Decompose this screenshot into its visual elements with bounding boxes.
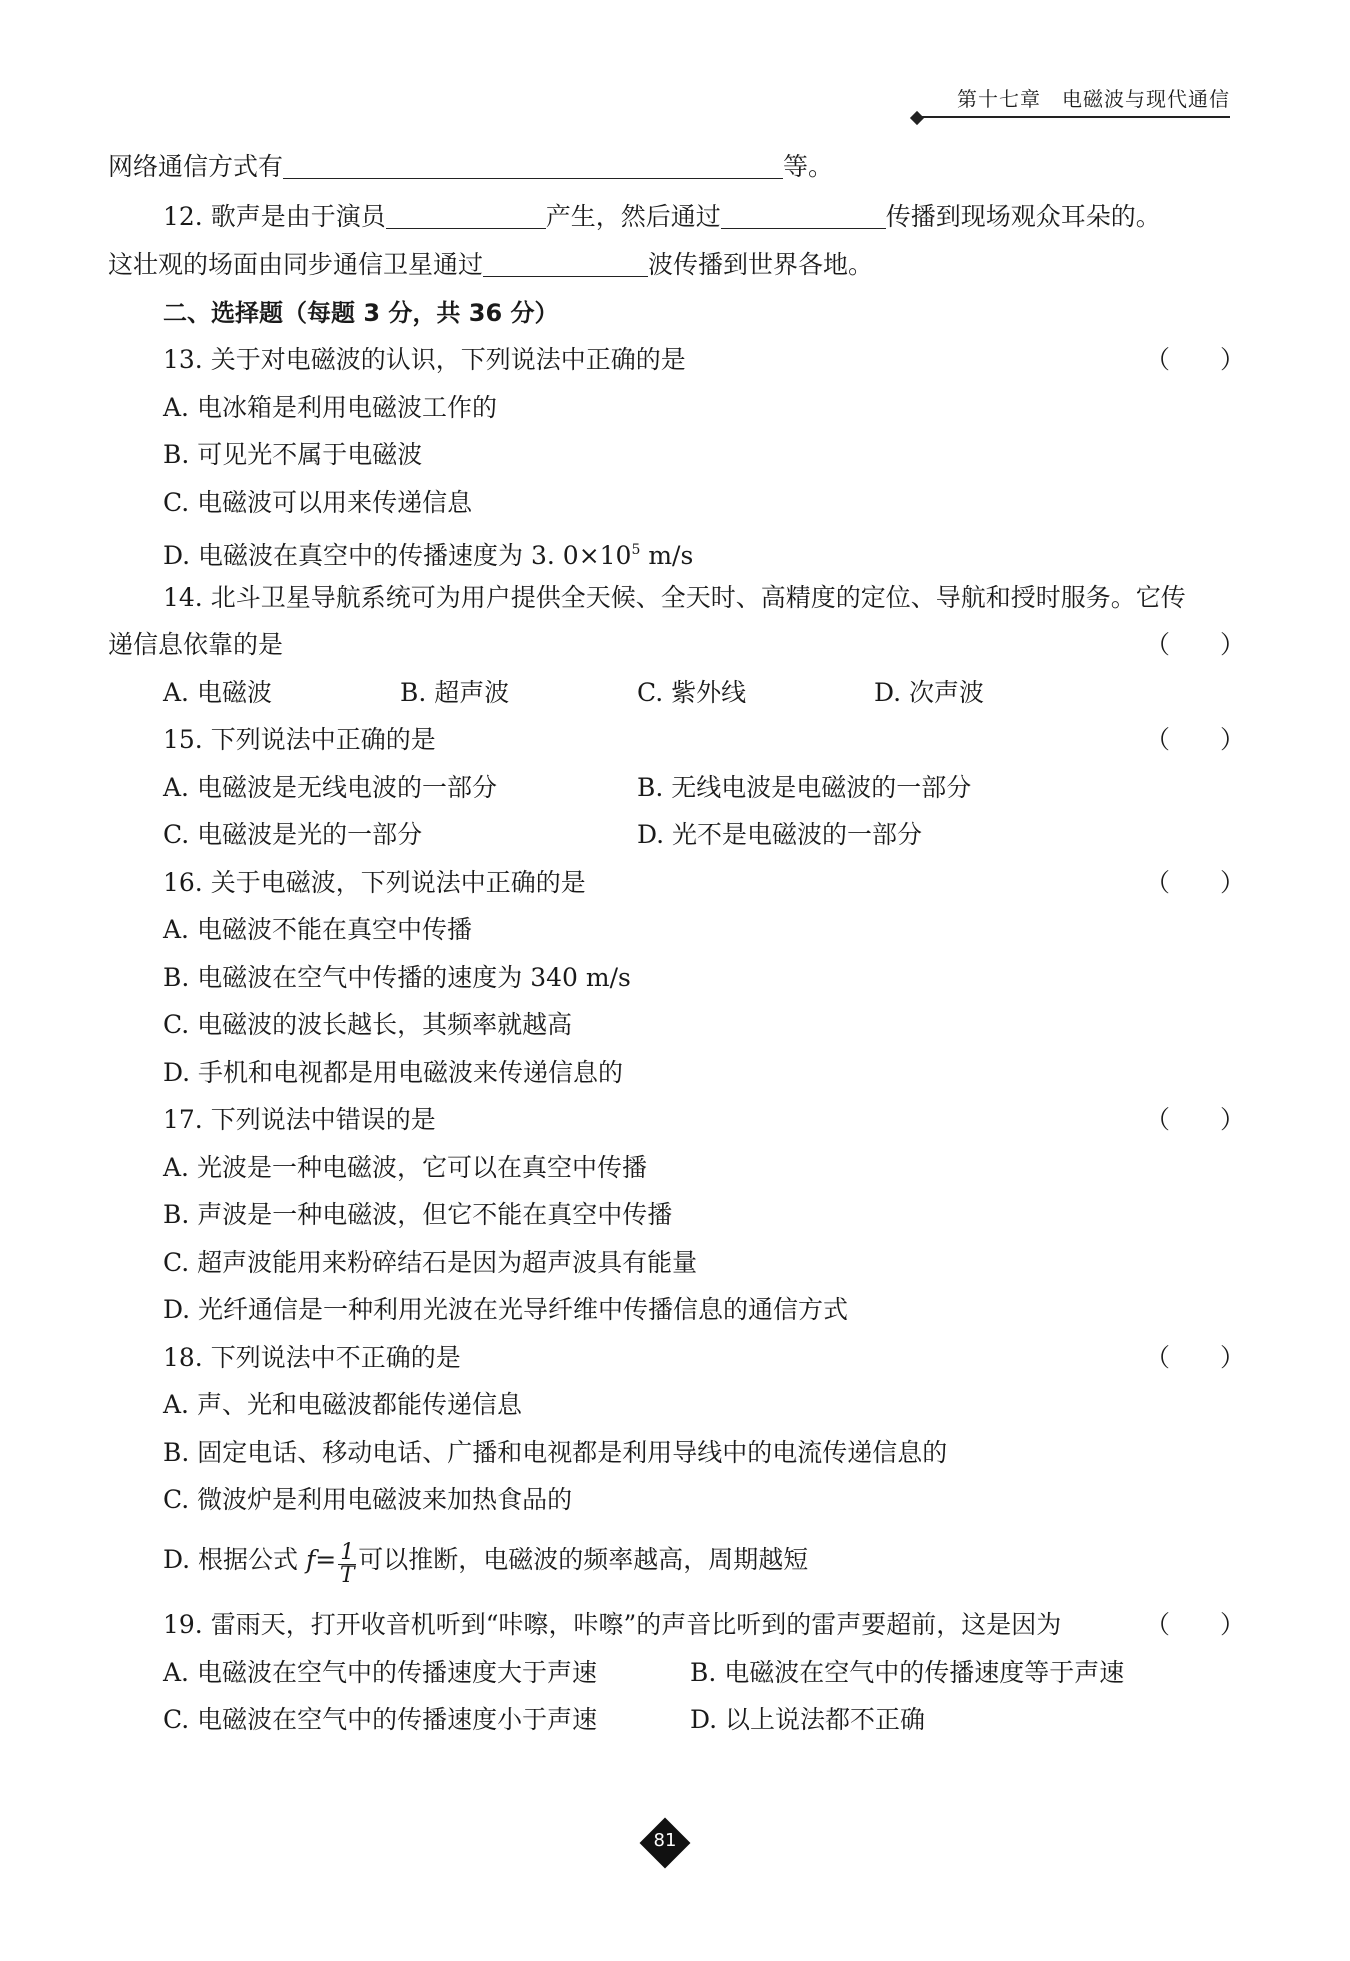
q16-stem: 16. 关于电磁波，下列说法中正确的是 <box>163 868 586 897</box>
q12-text: 传播到现场观众耳朵的。 <box>885 202 1161 231</box>
q16-option-b: B. 电磁波在空气中传播的速度为 340 m/s <box>163 963 631 992</box>
q12-line1 <box>163 200 1161 234</box>
q19-option-a: A. 电磁波在空气中的传播速度大于声速 <box>163 1658 597 1687</box>
formula-equals: = <box>315 1545 337 1574</box>
answer-parentheses[interactable]: （ ） <box>1145 1343 1246 1372</box>
page-number: 81 <box>653 1830 677 1851</box>
diamond-bullet-icon <box>910 111 924 125</box>
q13-option-d <box>163 533 693 573</box>
q19-option-b: B. 电磁波在空气中的传播速度等于声速 <box>690 1658 1125 1687</box>
q11-suffix: 等。 <box>783 152 834 181</box>
q15-option-a: A. 电磁波是无线电波的一部分 <box>163 773 497 802</box>
answer-blank[interactable] <box>721 202 886 229</box>
q19-stem: 19. 雷雨天，打开收音机听到“咔嚓，咔嚓”的声音比听到的雷声要超前，这是因为 <box>163 1610 1062 1639</box>
q12-line2 <box>108 248 873 282</box>
answer-parentheses[interactable]: （ ） <box>1145 1610 1246 1639</box>
q16-option-a: A. 电磁波不能在真空中传播 <box>163 915 472 944</box>
answer-blank[interactable] <box>386 202 546 229</box>
q12-text: 产生，然后通过 <box>545 202 721 231</box>
answer-blank[interactable] <box>283 152 783 179</box>
answer-parentheses[interactable]: （ ） <box>1145 630 1246 659</box>
q15-option-b: B. 无线电波是电磁波的一部分 <box>637 773 972 802</box>
q18-stem: 18. 下列说法中不正确的是 <box>163 1343 461 1372</box>
q15-stem: 15. 下列说法中正确的是 <box>163 725 436 754</box>
chapter-title: 第十七章 电磁波与现代通信 <box>957 87 1230 111</box>
q18-d-text: D. 根据公式 <box>163 1545 306 1574</box>
formula-variable: f <box>306 1545 316 1574</box>
q14-option-d: D. 次声波 <box>874 678 985 707</box>
q18-option-d <box>163 1542 808 1587</box>
q14-stem-line2: 递信息依靠的是 <box>108 630 284 659</box>
section-title: 二、选择题（每题 3 分，共 36 分） <box>163 299 559 327</box>
page-number-badge <box>640 1818 690 1868</box>
q14-stem-line1: 14. 北斗卫星导航系统可为用户提供全天候、全天时、高精度的定位、导航和授时服务。它传 <box>163 583 1186 612</box>
q12-text: 这壮观的场面由同步通信卫星通过 <box>108 250 484 279</box>
answer-parentheses[interactable]: （ ） <box>1145 868 1246 897</box>
q17-option-b: B. 声波是一种电磁波，但它不能在真空中传播 <box>163 1200 673 1229</box>
formula-fraction <box>338 1542 356 1587</box>
q11-tail <box>108 150 833 184</box>
fraction-denominator: T <box>339 1563 355 1588</box>
q15-option-d: D. 光不是电磁波的一部分 <box>637 820 923 849</box>
exponent: 5 <box>631 542 641 558</box>
q19-option-d: D. 以上说法都不正确 <box>690 1705 926 1734</box>
q17-option-a: A. 光波是一种电磁波，它可以在真空中传播 <box>163 1153 647 1182</box>
chapter-header <box>920 80 1230 118</box>
q18-option-a: A. 声、光和电磁波都能传递信息 <box>163 1390 522 1419</box>
answer-blank[interactable] <box>483 250 648 277</box>
unit: m/s <box>640 541 694 570</box>
q11-prefix: 网络通信方式有 <box>108 152 284 181</box>
q19-option-c: C. 电磁波在空气中的传播速度小于声速 <box>163 1705 598 1734</box>
q13-option-a: A. 电冰箱是利用电磁波工作的 <box>163 393 497 422</box>
q15-option-c: C. 电磁波是光的一部分 <box>163 820 423 849</box>
q14-option-c: C. 紫外线 <box>637 678 747 707</box>
q13-d-text: D. 电磁波在真空中的传播速度为 3. 0×10 <box>163 541 632 570</box>
q14-option-a: A. 电磁波 <box>163 678 272 707</box>
q18-option-b: B. 固定电话、移动电话、广播和电视都是利用导线中的电流传递信息的 <box>163 1438 948 1467</box>
q13-option-b: B. 可见光不属于电磁波 <box>163 440 423 469</box>
q16-option-d: D. 手机和电视都是用电磁波来传递信息的 <box>163 1058 624 1087</box>
answer-parentheses[interactable]: （ ） <box>1145 1105 1246 1134</box>
q13-option-c: C. 电磁波可以用来传递信息 <box>163 488 473 517</box>
q18-option-c: C. 微波炉是利用电磁波来加热食品的 <box>163 1485 573 1514</box>
q12-text: 波传播到世界各地。 <box>648 250 874 279</box>
fraction-numerator: 1 <box>340 1540 355 1565</box>
answer-parentheses[interactable]: （ ） <box>1145 345 1246 374</box>
q18-d-text: 可以推断，电磁波的频率越高，周期越短 <box>358 1545 809 1574</box>
q16-option-c: C. 电磁波的波长越长，其频率就越高 <box>163 1010 573 1039</box>
q12-text: 12. 歌声是由于演员 <box>163 202 386 231</box>
q13-stem: 13. 关于对电磁波的认识，下列说法中正确的是 <box>163 345 686 374</box>
q17-option-c: C. 超声波能用来粉碎结石是因为超声波具有能量 <box>163 1248 698 1277</box>
answer-parentheses[interactable]: （ ） <box>1145 725 1246 754</box>
q14-option-b: B. 超声波 <box>400 678 510 707</box>
q17-option-d: D. 光纤通信是一种利用光波在光导纤维中传播信息的通信方式 <box>163 1295 849 1324</box>
q17-stem: 17. 下列说法中错误的是 <box>163 1105 436 1134</box>
